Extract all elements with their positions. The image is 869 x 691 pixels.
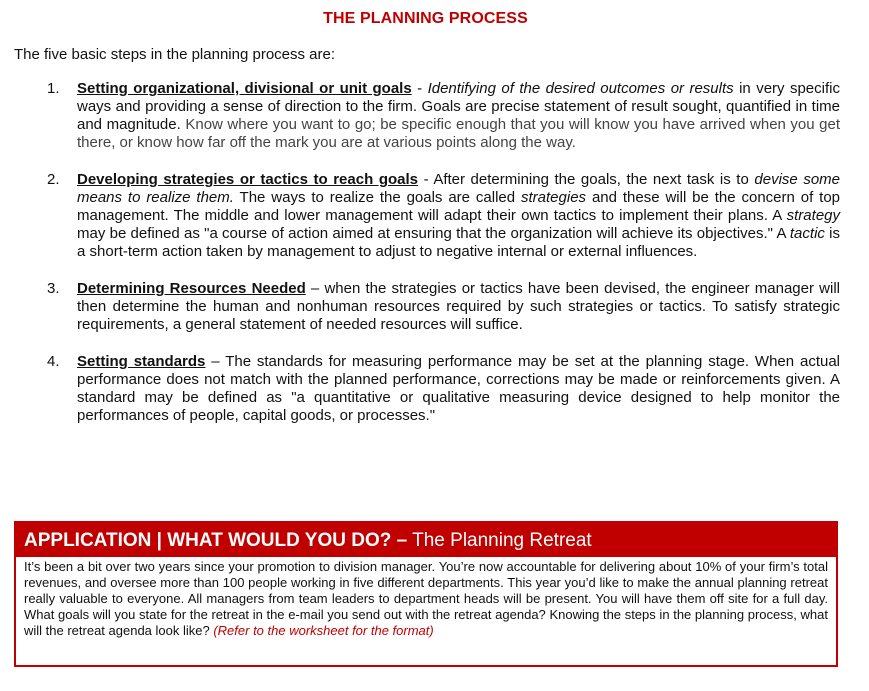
- step-italic: devise some means to realize them.: [77, 171, 840, 206]
- step-text: Know where you want to go; be specific enough that you will know you have arrived when you get there, or know how far off the mark you are at various points along the way.: [77, 116, 841, 151]
- list-item: [0, 80, 840, 152]
- application-subtitle: The Planning Retreat: [407, 530, 592, 551]
- step-separator: –: [205, 353, 226, 370]
- application-label: APPLICATION | WHAT WOULD YOU DO? –: [24, 530, 408, 551]
- application-box: [14, 521, 838, 667]
- list-item: [0, 171, 840, 261]
- application-note: (Refer to the worksheet for the format): [213, 623, 434, 638]
- step-italic: strategies: [521, 189, 587, 206]
- step-separator: –: [305, 280, 325, 297]
- application-body: [16, 557, 836, 639]
- step-text: when the strategies or tactics have been devised, the engineer manager will then determine the human and nonhuman resources required by such strategies or tactics. To satisfy strategic requirements, a general statement of needed resources will suffice.: [77, 280, 840, 333]
- step-text: and these will be the concern of top management. The middle and lower management will adapt their own tactics to implement their plans. A: [77, 189, 841, 224]
- step-separator: -: [411, 80, 428, 97]
- step-text: in very specific ways and providing a sense of direction to the firm. Goals are precise statement of result sought, quantified in time and magnitude.: [77, 80, 840, 133]
- step-text: The ways to realize the goals are called: [233, 189, 521, 206]
- application-text: It’s been a bit over two years since your promotion to division manager. You’re now accountable for delivering about 10% of your firm’s total revenues, and oversee more than 100 people working in five different departments. This year you’d like to make the annual planning retreat really valuable to everyone. All managers from team leaders to department heads will be present. You will have them off site for a full day. What goals will you state for the retreat in the e-mail you send out with the retreat agenda? Knowing the steps in the planning process, what will the retreat agenda look like?: [24, 559, 828, 638]
- step-heading: Setting standards: [77, 353, 206, 370]
- step-number: 3.: [47, 280, 60, 297]
- step-text: is a short-term action taken by management to adjust to negative internal or external influences.: [77, 225, 841, 260]
- steps-list: [0, 80, 840, 444]
- step-number: 4.: [47, 353, 60, 370]
- step-text: The standards for measuring performance may be set at the planning stage. When actual performance does not match with the planned performance, corrections may be made or reinforcements given. A standard may be defined as "a quantitative or qualitative measuring device designed to help monitor the performances of people, capital goods, or processes.": [77, 353, 841, 424]
- step-italic: tactic: [789, 225, 825, 242]
- intro-text: The five basic steps in the planning process are:: [14, 46, 336, 63]
- step-text: may be defined as "a course of action aimed at ensuring that the organization will achieve its objectives." A: [77, 225, 790, 242]
- step-heading: Determining Resources Needed: [77, 280, 306, 297]
- step-italic: Identifying of the desired outcomes or results: [427, 80, 734, 97]
- step-heading: Setting organizational, divisional or unit goals: [77, 80, 412, 97]
- step-heading: Developing strategies or tactics to reach goals: [77, 171, 418, 188]
- list-item: [0, 280, 840, 334]
- step-text: After determining the goals, the next task is to: [433, 171, 755, 188]
- list-item: [0, 353, 840, 425]
- step-separator: -: [418, 171, 434, 188]
- application-header: [16, 523, 836, 557]
- step-number: 2.: [47, 171, 60, 188]
- step-number: 1.: [47, 80, 60, 97]
- page-title: THE PLANNING PROCESS: [323, 10, 528, 27]
- step-italic: strategy: [786, 207, 840, 224]
